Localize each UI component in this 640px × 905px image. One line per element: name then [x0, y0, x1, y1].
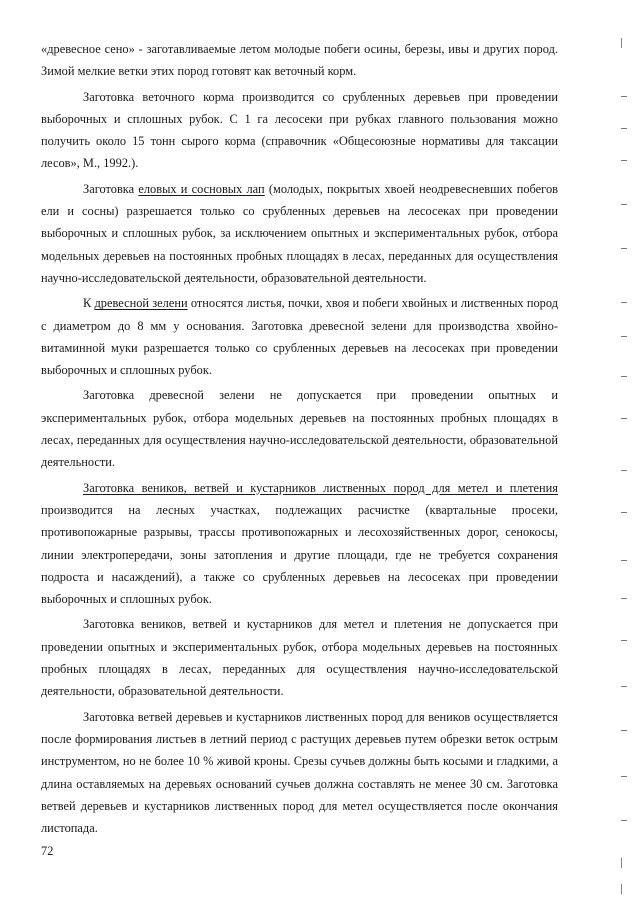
paragraph [41, 613, 558, 702]
scan-mark [621, 512, 627, 513]
scan-mark [621, 730, 627, 731]
scan-mark [621, 376, 627, 377]
paragraph [41, 706, 558, 840]
paragraph-text: «древесное сено» - заготавливаемые летом молодые побеги осины, березы, ивы и других пород. Зимой мелкие ветки этих пород готовят как веточный корм. [41, 42, 558, 79]
scan-mark [621, 160, 627, 161]
scan-mark [621, 302, 627, 303]
paragraph [41, 477, 558, 611]
paragraph [41, 178, 558, 289]
scan-mark [621, 204, 627, 205]
scan-mark [621, 38, 622, 48]
underlined-term: еловых и сосновых лап [138, 181, 265, 196]
paragraph-text: Заготовка веников, ветвей и кустарников для метел и плетения не допускается при проведении опытных и экспериментальных рубок, отбора модельных деревьев на постоянных пробных площадях в лесах, переданных для осуществления научно-исследовательской деятельности, образовательной деятельности. [41, 617, 558, 699]
paragraph-text: Заготовка древесной зелени не допускается при проведении опытных и экспериментальных рубок, отбора модельных деревьев на постоянных пробных площадях в лесах, переданных для осуществления научно-исследовательской деятельности, образовательной деятельности. [41, 388, 558, 470]
scan-mark [621, 884, 622, 894]
body-text [41, 38, 558, 839]
paragraph-text: Заготовка веточного корма производится со срубленных деревьев при проведении выборочных и сплошных рубок. С 1 га лесосеки при рубках главного пользования можно получить около 15 тонн сырого корма (справочник «Общесоюзные нормативы для таксации лесов», М., 1992.). [41, 89, 558, 171]
scan-mark [621, 640, 627, 641]
page-number: 72 [41, 844, 54, 858]
paragraph [41, 384, 558, 473]
scan-mark [621, 470, 627, 471]
underlined-term: Заготовка веников, ветвей и кустарников лиственных пород для метел и плетения [83, 480, 558, 495]
paragraph-text: К [83, 296, 95, 311]
paragraph-text: Заготовка [83, 181, 139, 196]
paragraph [41, 86, 558, 175]
underlined-term: древесной зелени [94, 296, 188, 311]
paragraph-text: относятся листья, почки, хвоя и побеги хвойных и лиственных пород с диаметром до 8 мм у основания. Заготовка древесной зелени для производства хвойно-витаминной муки разрешается только со срубленных деревьев на лесосеках при проведении выборочных и сплошных рубок. [41, 296, 558, 378]
scan-mark [621, 96, 627, 97]
paragraph-text: Заготовка ветвей деревьев и кустарников лиственных пород для веников осуществляется после формирования листьев в летний период с растущих деревьев путем обрезки веток острым инструментом, но не более 10 % живой кроны. Срезы сучьев должны быть косыми и гладкими, а длина оставляемых на деревьях оснований сучьев должна составлять не менее 30 см. Заготовка ветвей деревьев и кустарников лиственных пород для метел осуществляется после окончания листопада. [41, 709, 558, 836]
scan-mark [621, 336, 627, 337]
scan-mark [621, 686, 627, 687]
paragraph [41, 292, 558, 381]
scan-mark [621, 598, 627, 599]
paragraph-text: производится на лесных участках, подлежащих расчистке (квартальные просеки, противопожарные разрывы, трассы противопожарных и лесохозяйственных дорог, сенокосы, линии электропередачи, зоны затопления и другие площади, где не требуется сохранения подроста и насаждений), а также со срубленных деревьев на лесосеках при проведении выборочных и сплошных рубок. [41, 502, 558, 607]
scan-mark [621, 128, 627, 129]
scan-mark [621, 858, 622, 868]
scan-mark [621, 418, 627, 419]
scan-mark [621, 820, 627, 821]
scan-mark [621, 776, 627, 777]
scan-mark [621, 560, 627, 561]
paragraph-text: (молодых, покрытых хвоей неодревесневших побегов ели и сосны) разрешается только со срубленных деревьев на лесосеках при проведении выборочных и сплошных рубок, за исключением опытных и экспериментальных рубок, отбора модельных деревьев на постоянных пробных площадях в лесах, переданных для осуществления научно-исследовательской деятельности, образовательной деятельности. [41, 181, 558, 285]
paragraph [41, 38, 558, 83]
scan-mark [621, 248, 627, 249]
